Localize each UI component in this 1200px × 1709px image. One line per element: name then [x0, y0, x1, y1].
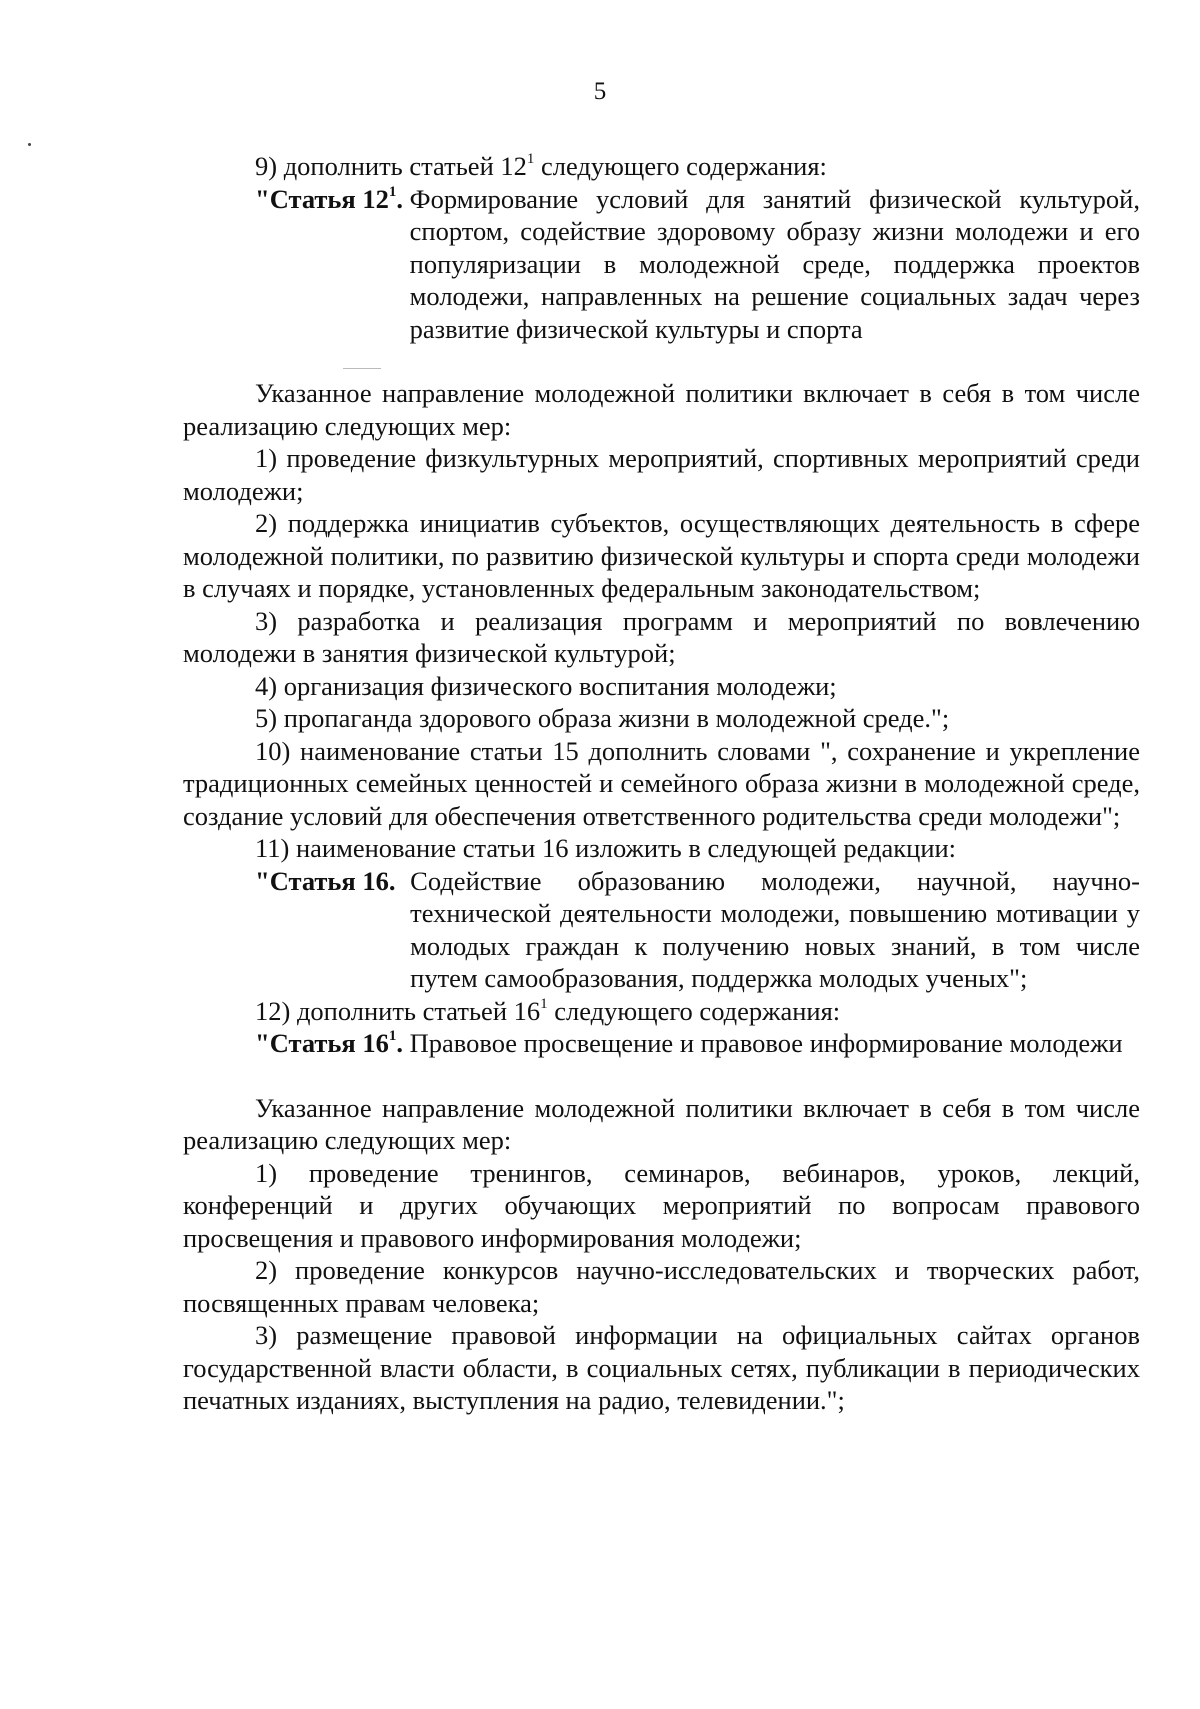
- superscript: 1: [388, 1028, 397, 1045]
- paragraph: 2) проведение конкурсов научно-исследовательских и творческих работ, посвященных правам человека;: [183, 1255, 1140, 1318]
- document-body: [183, 150, 1140, 1417]
- paragraph: 2) поддержка инициатив субъектов, осуществляющих деятельность в сфере молодежной политики, по развитию физической культуры и спорта среди молодежи в случаях и порядке, установленных федеральным законодательством;: [183, 508, 1140, 603]
- paragraph: 11) наименование статьи 16 изложить в следующей редакции:: [255, 833, 957, 863]
- superscript: 1: [388, 183, 397, 200]
- paragraph-gap: [183, 1060, 1140, 1092]
- article-label-text: "Статья 16: [255, 865, 389, 896]
- paragraph: 1) проведение тренингов, семинаров, вебинаров, уроков, лекций, конференций и других обучающих мероприятий по вопросам правового просвещения и правового информирования молодежи;: [183, 1157, 1140, 1253]
- article-label-text: .: [388, 865, 403, 896]
- article-label-text: .: [396, 1028, 410, 1058]
- amendment-text: 12) дополнить статьей 16: [255, 995, 541, 1026]
- article-title: Правовое просвещение и правовое информирование молодежи: [409, 1028, 1123, 1058]
- amendment-text: 9) дополнить статьей 12: [255, 151, 527, 181]
- paragraph: Указанное направление молодежной политики включает в себя в том числе реализацию следующих мер:: [183, 378, 1140, 441]
- article-label-text: .: [396, 183, 410, 214]
- page-number: 5: [593, 78, 607, 105]
- paragraph-gap: [183, 345, 1140, 377]
- article-label-text: "Статья 12: [255, 183, 389, 214]
- amendment-line: [183, 995, 1140, 1028]
- superscript: 1: [526, 151, 535, 168]
- amendment-text: следующего содержания:: [534, 151, 827, 181]
- article-label: [255, 183, 410, 346]
- paragraph: 4) организация физического воспитания молодежи;: [255, 670, 837, 701]
- amendment-text: следующего содержания:: [547, 995, 841, 1026]
- article-heading: [255, 865, 1140, 995]
- paragraph: 3) разработка и реализация программ и мероприятий по вовлечению молодежи в занятия физической культурой;: [183, 605, 1140, 668]
- article-title: Содействие образованию молодежи, научной, научно-технической деятельности молодежи, повышению мотивации у молодых граждан к получению новых знаний, в том числе путем самообразования, поддержка молодых ученых";: [410, 865, 1140, 993]
- paragraph: 1) проведение физкультурных мероприятий, спортивных мероприятий среди молодежи;: [183, 443, 1140, 506]
- article-heading: [255, 183, 1140, 346]
- amendment-line: [183, 150, 1140, 183]
- article-label-text: "Статья 16: [255, 1028, 389, 1058]
- paragraph: 3) размещение правовой информации на официальных сайтах органов государственной власти области, в социальных сетях, публикации в периодических печатных изданиях, выступления на радио, телевидении.";: [183, 1320, 1140, 1415]
- paragraph: Указанное направление молодежной политики включает в себя в том числе реализацию следующих мер:: [183, 1092, 1140, 1155]
- article-heading: [255, 1027, 1140, 1060]
- paragraph: 10) наименование статьи 15 дополнить словами ", сохранение и укрепление традиционных семейных ценностей и семейного образа жизни в молодежной среде, создание условий для обеспечения ответственного родительства среди молодежи";: [183, 735, 1140, 831]
- scan-speck: [28, 143, 31, 146]
- paragraph: 5) пропаганда здорового образа жизни в молодежной среде.";: [255, 703, 950, 733]
- article-label: [255, 1027, 410, 1060]
- article-title: Формирование условий для занятий физической культурой, спортом, содействие здоровому образу жизни молодежи и его популяризации в молодежной среде, поддержка проектов молодежи, направленных на решение социальных задач через развитие физической культуры и спорта: [409, 183, 1140, 344]
- article-label: [255, 865, 402, 995]
- superscript: 1: [540, 995, 548, 1012]
